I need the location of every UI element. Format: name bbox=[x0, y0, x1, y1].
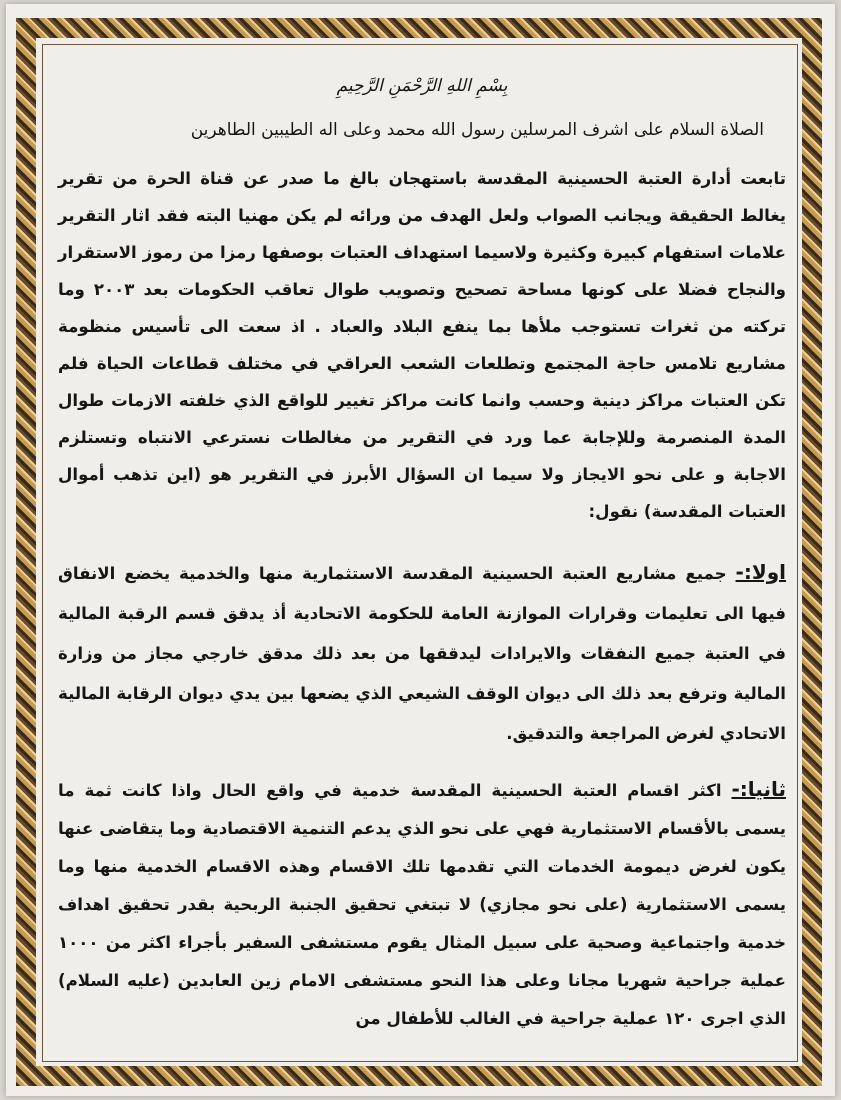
section-1-heading: اولا:- bbox=[735, 560, 786, 584]
section-1-paragraph bbox=[58, 552, 786, 754]
document-body bbox=[58, 62, 786, 1054]
section-2-heading: ثانيا:- bbox=[731, 777, 786, 801]
intro-paragraph: تابعت أدارة العتبة الحسينية المقدسة باستهجان بالغ ما صدر عن قناة الحرة من تقرير يغالط الحقيقة ويجانب الصواب ولعل الهدف من ورائه لم يكن مهنيا البته فقد اثار التقرير علامات استفهام كبيرة وكثيرة ولاسيما استهداف العتبات بوصفها رمزا من رموز الاستقرار والنجاح فضلا على كونها مساحة تصحيح وتصويب طوال تعاقب الحكومات بعد ٢٠٠٣ وما تركته من ثغرات تستوجب ملأها بما ينفع البلاد والعباد . اذ سعت الى تأسيس منظومة مشاريع تلامس حاجة المجتمع وتطلعات الشعب العراقي في مختلف قطاعات الحياة فلم تكن العتبات مراكز دينية وحسب وانما كانت مراكز تغيير للواقع الذي خلفته الازمات طوال المدة المنصرمة وللإجابة عما ورد في التقرير من مغالطات نسترعي الانتباه وتستلزم الاجابة و على نحو الايجاز ولا سيما ان السؤال الأبرز في التقرير هو (اين تذهب أموال العتبات المقدسة) نقول: bbox=[58, 169, 786, 521]
document-sheet bbox=[6, 4, 835, 1096]
section-2-text: اكثر اقسام العتبة الحسينية المقدسة خدمية في واقع الحال واذا كانت ثمة ما يسمى بالأقسام الاستثمارية فهي على نحو الذي يدعم التنمية الاقتصادية وما يتقاضى عنها يكون لغرض ديمومة الخدمات التي تقدمها تلك الاقسام وهذه الاقسام الخدمية منها وما يسمى الاستثمارية (على نحو مجازي) لا تبتغي تحقيق الجنبة الربحية بقدر تحقيق اهداف خدمية واجتماعية وصحية على سبيل المثال يقوم مستشفى السفير بأجراء اكثر من ١٠٠٠ عملية جراحية شهريا مجانا وعلى هذا النحو مستشفى الامام زين العابدين (عليه السلام) الذي اجرى ١٢٠ عملية جراحية في الغالب للأطفال من bbox=[58, 781, 786, 1028]
section-1-text: جميع مشاريع العتبة الحسينية المقدسة الاستثمارية منها والخدمية يخضع الانفاق فيها الى تعليمات وقرارات الموازنة العامة للحكومة الاتحادية أذ يدقق قسم الرقبة المالية في العتبة جميع النفقات والايرادات ليدققها من بعد ذلك مدقق خارجي مجاز من وزارة المالية وترفع بعد ذلك الى ديوان الوقف الشيعي الذي يضعها بين يدي ديوان الرقابة المالية الاتحادي لغرض المراجعة والتدقيق. bbox=[58, 564, 786, 743]
section-2-paragraph bbox=[58, 770, 786, 1038]
greeting-line: الصلاة السلام على اشرف المرسلين رسول الله محمد وعلى اله الطيبين الطاهرين bbox=[190, 120, 764, 140]
basmala-heading: بِسْمِ اللهِ الرَّحْمَنِ الرَّحِيمِ bbox=[336, 76, 508, 96]
